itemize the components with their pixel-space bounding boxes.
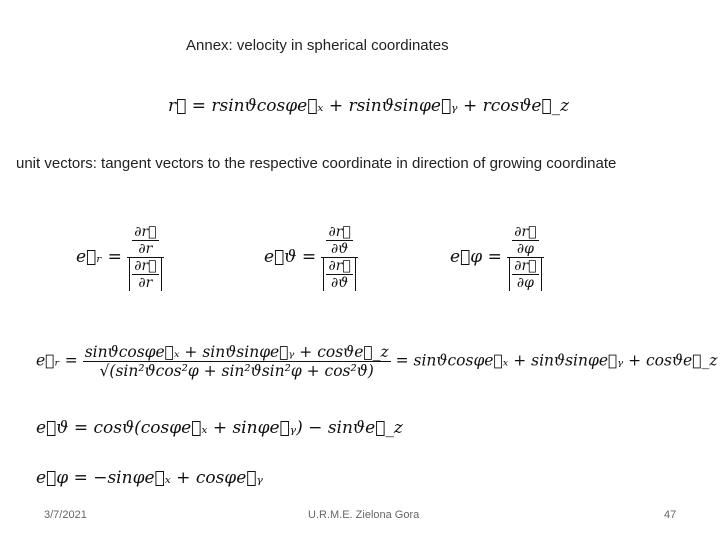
ephi-den-denominator: ∂φ bbox=[512, 274, 538, 291]
etheta-definition bbox=[264, 224, 358, 291]
er-lhs: e⃗ᵣ = bbox=[76, 247, 122, 267]
er-full-fraction bbox=[83, 343, 391, 380]
etheta-num-numerator: ∂r⃗ bbox=[328, 224, 351, 240]
er-fraction bbox=[127, 224, 163, 291]
etheta-full-equation: e⃗ϑ = cosϑ(cosφe⃗ₓ + sinφe⃗ᵧ) − sinϑe⃗_z bbox=[36, 418, 403, 438]
slide-subtitle: unit vectors: tangent vectors to the respective coordinate in direction of growing coordinate bbox=[16, 155, 617, 172]
position-vector-equation: r⃗ = rsinϑcosφe⃗ₓ + rsinϑsinφe⃗ᵧ + rcosϑe⃗_z bbox=[168, 96, 570, 116]
ephi-num-numerator: ∂r⃗ bbox=[514, 224, 537, 240]
etheta-num-denominator: ∂ϑ bbox=[326, 240, 352, 257]
ephi-num-denominator: ∂φ bbox=[512, 240, 538, 257]
er-full-rhs: = sinϑcosφe⃗ₓ + sinϑsinφe⃗ᵧ + cosϑe⃗_z bbox=[395, 351, 718, 370]
ephi-fraction bbox=[507, 224, 543, 291]
footer-page-number: 47 bbox=[664, 509, 677, 521]
er-full-equation bbox=[36, 343, 717, 380]
ephi-full-equation: e⃗φ = −sinφe⃗ₓ + cosφe⃗ᵧ bbox=[36, 468, 263, 488]
etheta-fraction bbox=[321, 224, 357, 291]
etheta-lhs: e⃗ϑ = bbox=[264, 247, 317, 267]
er-den-abs bbox=[127, 257, 163, 291]
footer-date: 3/7/2021 bbox=[44, 509, 87, 521]
er-den-denominator: ∂r bbox=[132, 274, 158, 291]
er-full-lhs: e⃗ᵣ = bbox=[36, 351, 78, 370]
er-definition bbox=[76, 224, 164, 291]
er-den-numerator: ∂r⃗ bbox=[134, 258, 157, 274]
footer-author: U.R.M.E. Zielona Gora bbox=[308, 509, 420, 521]
er-full-numerator: sinϑcosφe⃗ₓ + sinϑsinφe⃗ᵧ + cosϑe⃗_z bbox=[84, 343, 389, 361]
er-num-numerator: ∂r⃗ bbox=[134, 224, 157, 240]
ephi-definition bbox=[450, 224, 544, 291]
er-num-fraction bbox=[127, 224, 163, 257]
er-full-denominator: √(sin²ϑcos²φ + sin²ϑsin²φ + cos²ϑ) bbox=[83, 361, 391, 380]
etheta-den-numerator: ∂r⃗ bbox=[328, 258, 351, 274]
etheta-den-denominator: ∂ϑ bbox=[326, 274, 352, 291]
slide-title: Annex: velocity in spherical coordinates bbox=[186, 37, 449, 54]
ephi-lhs: e⃗φ = bbox=[450, 247, 502, 267]
ephi-den-numerator: ∂r⃗ bbox=[514, 258, 537, 274]
er-num-denominator: ∂r bbox=[132, 240, 158, 257]
